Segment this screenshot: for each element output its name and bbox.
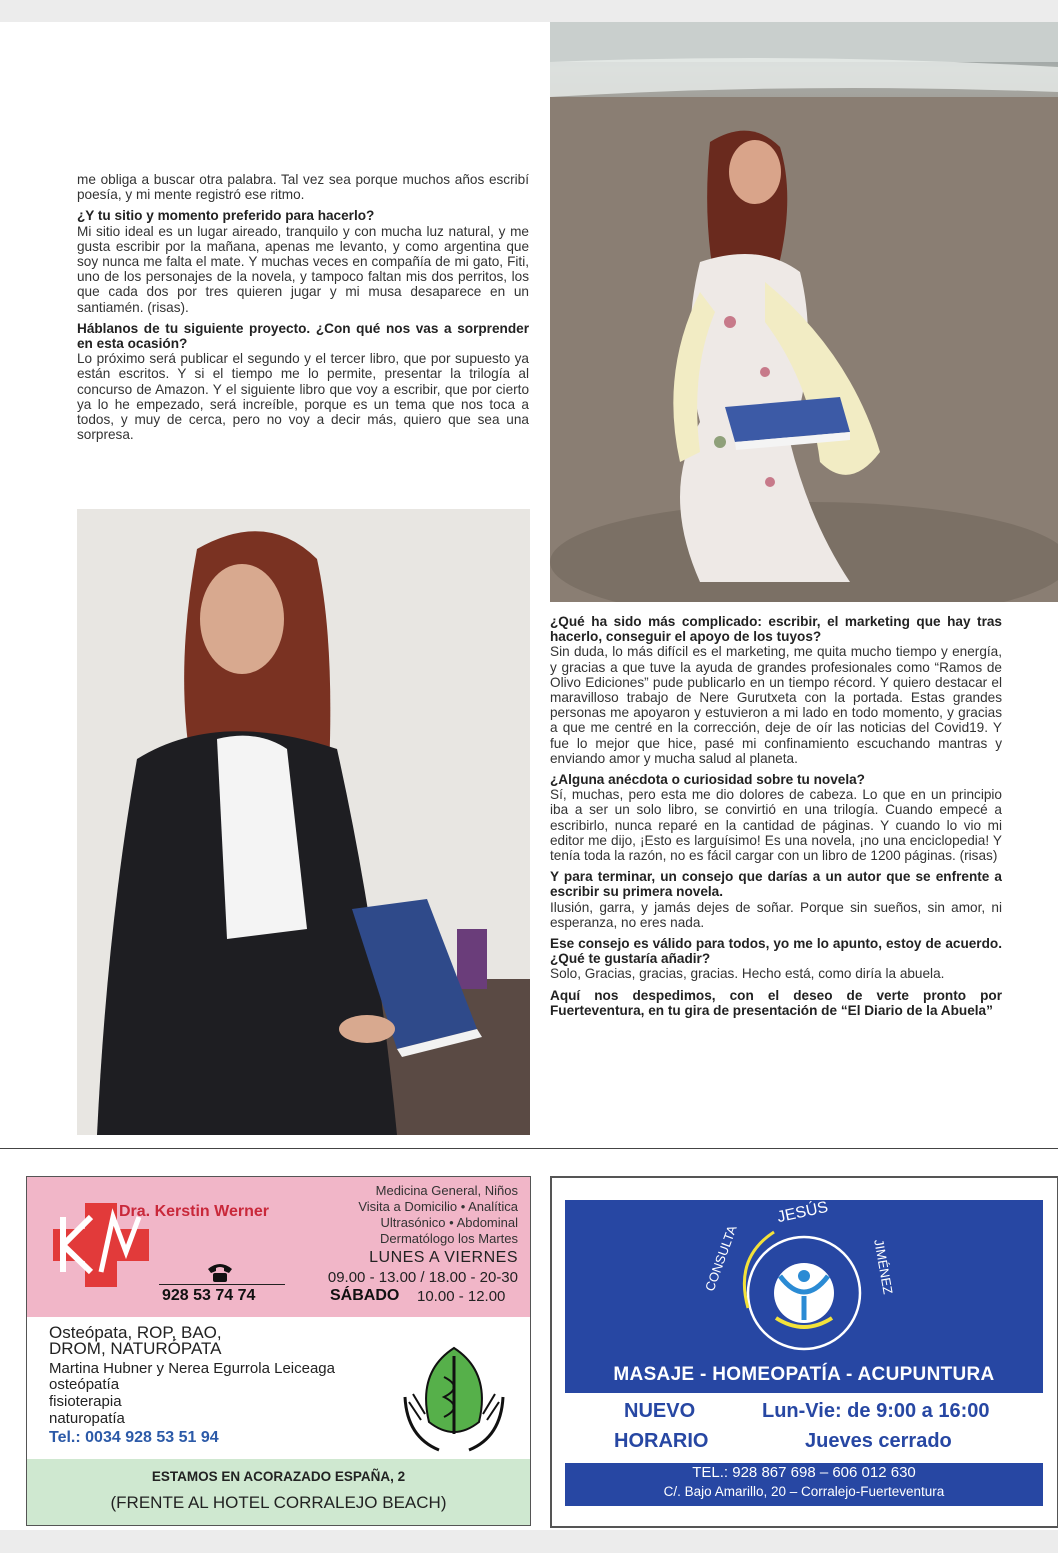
- interview-answer: Ilusión, garra, y jamás dejes de soñar. Porque sin sueños, sin amor, ni esperanza, no eres nada.: [550, 899, 1002, 930]
- saturday-hours: 10.00 - 12.00: [417, 1288, 506, 1305]
- interview-answer: Lo próximo será publicar el segundo y el tercer libro, que por supuesto ya están escritos. Y si el tiempo me lo permite, presentar la trilogía al concurso de Amazon. Y el siguiente libro que voy a escribir, que por cierto ya lo he empezado, será increíble, porque es un tema que nos toca a todos, y muy de cerca, pero no voy a decir más, quiero que sea una sorpresa.: [77, 351, 529, 443]
- article-column-1: [77, 172, 529, 448]
- service-line: Visita a Domicilio • Analítica: [358, 1199, 518, 1214]
- interview-answer: me obliga a buscar otra palabra. Tal vez sea porque muchos años escribí poesía, y mi mente registró ese ritmo.: [77, 172, 529, 203]
- service-line: Medicina General, Niños: [375, 1183, 518, 1198]
- interview-question: ¿Qué ha sido más complicado: escribir, el marketing que hay tras hacerlo, conseguir el apoyo de los tuyos?: [550, 614, 1002, 645]
- weekdays-label: LUNES A VIERNES: [369, 1249, 518, 1266]
- telephone-icon: [205, 1261, 235, 1283]
- doctor-address-1: ESTAMOS EN ACORAZADO ESPAÑA, 2: [151, 1469, 406, 1484]
- leaf-hands-logo-icon: [399, 1342, 509, 1454]
- article-column-2: [550, 614, 1002, 1018]
- section-divider: [0, 1148, 1058, 1149]
- osteo-item: osteópatía: [49, 1376, 120, 1393]
- osteo-tel: Tel.: 0034 928 53 51 94: [49, 1429, 219, 1446]
- office-photo: [77, 509, 530, 1135]
- interview-answer: Solo, Gracias, gracias, gracias. Hecho está, como diría la abuela.: [550, 966, 945, 982]
- interview-answer: Mi sitio ideal es un lugar aireado, tranquilo y con mucha luz natural, y me gusta escribir por la mañana, apenas me levanto, y como argentina que soy nunca me falta el mate. Y muchas veces en compañía de mi gato, Fiti, uno de los personajes de la novela, y tampoco faltan mis dos perritos, los que cada dos por tres quieren jugar y mi musa desaparece en un santiamén. (risas).: [77, 223, 529, 315]
- interview-question: Y para terminar, un consejo que darías a un autor que se enfrente a escribir su primera novela.: [550, 869, 1002, 900]
- osteo-title-1: Osteópata, ROP, BAO,: [49, 1323, 222, 1342]
- interview-question: ¿Y tu sitio y momento preferido para hacerlo?: [77, 208, 375, 224]
- logo-top-text: JESÚS: [775, 1198, 830, 1227]
- new-label-1: NUEVO: [624, 1400, 696, 1422]
- osteo-item: fisioterapia: [49, 1393, 122, 1410]
- doctor-services: [358, 1183, 518, 1247]
- beach-photo-illustration: [550, 22, 1058, 602]
- service-line: Dermatólogo los Martes: [380, 1231, 518, 1246]
- consulta-hours: Lun-Vie: de 9:00 a 16:00: [762, 1400, 990, 1422]
- ad-consulta: [550, 1176, 1058, 1528]
- interview-question: Ese consejo es válido para todos, yo me lo apunto, estoy de acuerdo. ¿Qué te gustaría añadir?: [550, 936, 1002, 967]
- new-label-2: HORARIO: [614, 1430, 709, 1452]
- office-photo-illustration: [77, 509, 530, 1135]
- osteo-item: naturopatía: [49, 1410, 125, 1427]
- logo-right-text: JIMÉNEZ: [871, 1238, 896, 1296]
- interview-answer: Sí, muchas, pero esta me dio dolores de cabeza. Lo que en un principio iba a ser un solo libro, se convirtió en una trilogía. Cuando empecé a escribirlo, nunca reparé en la cantidad de páginas. Y cuando lo vio mi editor me dijo, ¡Esto es larguísimo! Es una novela, ¡no una enciclopedia! Y tenía toda la razón, no es fácil cargar con un libro de 1200 páginas. (risas): [550, 787, 1002, 864]
- osteo-title-2: DROM, NATURÓPATA: [49, 1339, 222, 1358]
- service-line: Ultrasónico • Abdominal: [380, 1215, 518, 1230]
- ad-doctor: [26, 1176, 531, 1526]
- consulta-tel: TEL.: 928 867 698 – 606 012 630: [692, 1464, 916, 1481]
- magazine-page: [0, 22, 1058, 1530]
- interview-answer: Sin duda, lo más difícil es el marketing, me quita mucho tiempo y energía, y gracias a que tuve la ayuda de grandes profesionales como “Ramos de Olivo Ediciones” pude publicarlo en un tiempo récord. Y quiero destacar el maravilloso trabajo de Nere Gurutxeta con la portada. Estas grandes personas me apoyaron y estuvieron a mi lado en todo momento, y gracias a que me centré en la corrección, deje de oír las noticias del Covid19. Y fue lo mejor que hice, pasé mi confinamiento escuchando mantras y enviando amor y mucha salud al planeta.: [550, 644, 1002, 766]
- consulta-closed: Jueves cerrado: [805, 1430, 952, 1452]
- logo-left-text: CONSULTA: [702, 1223, 740, 1294]
- weekdays-hours: 09.00 - 13.00 / 18.00 - 20-30: [327, 1269, 518, 1286]
- interview-question: Aquí nos despedimos, con el deseo de verte pronto por Fuerteventura, en tu gira de presentación de “El Diario de la Abuela”: [550, 987, 1002, 1018]
- interview-question: ¿Alguna anécdota o curiosidad sobre tu novela?: [550, 772, 865, 788]
- interview-question: Háblanos de tu siguiente proyecto. ¿Con qué nos vas a sorprender en esta ocasión?: [77, 320, 529, 352]
- consulta-address: C/. Bajo Amarillo, 20 – Corralejo-Fuerteventura: [663, 1484, 945, 1499]
- consulta-services: MASAJE - HOMEOPATÍA - ACUPUNTURA: [613, 1364, 995, 1385]
- phone-underline: [159, 1284, 285, 1285]
- beach-photo: [550, 22, 1058, 602]
- doctor-phone: 928 53 74 74: [162, 1287, 256, 1304]
- doctor-address-2: (FRENTE AL HOTEL CORRALEJO BEACH): [110, 1493, 447, 1512]
- consulta-logo-icon: [724, 1218, 884, 1368]
- doctor-name: Dra. Kerstin Werner: [119, 1203, 269, 1220]
- saturday-label: SÁBADO: [330, 1287, 400, 1304]
- osteo-names: Martina Hubner y Nerea Egurrola Leiceaga: [49, 1360, 335, 1377]
